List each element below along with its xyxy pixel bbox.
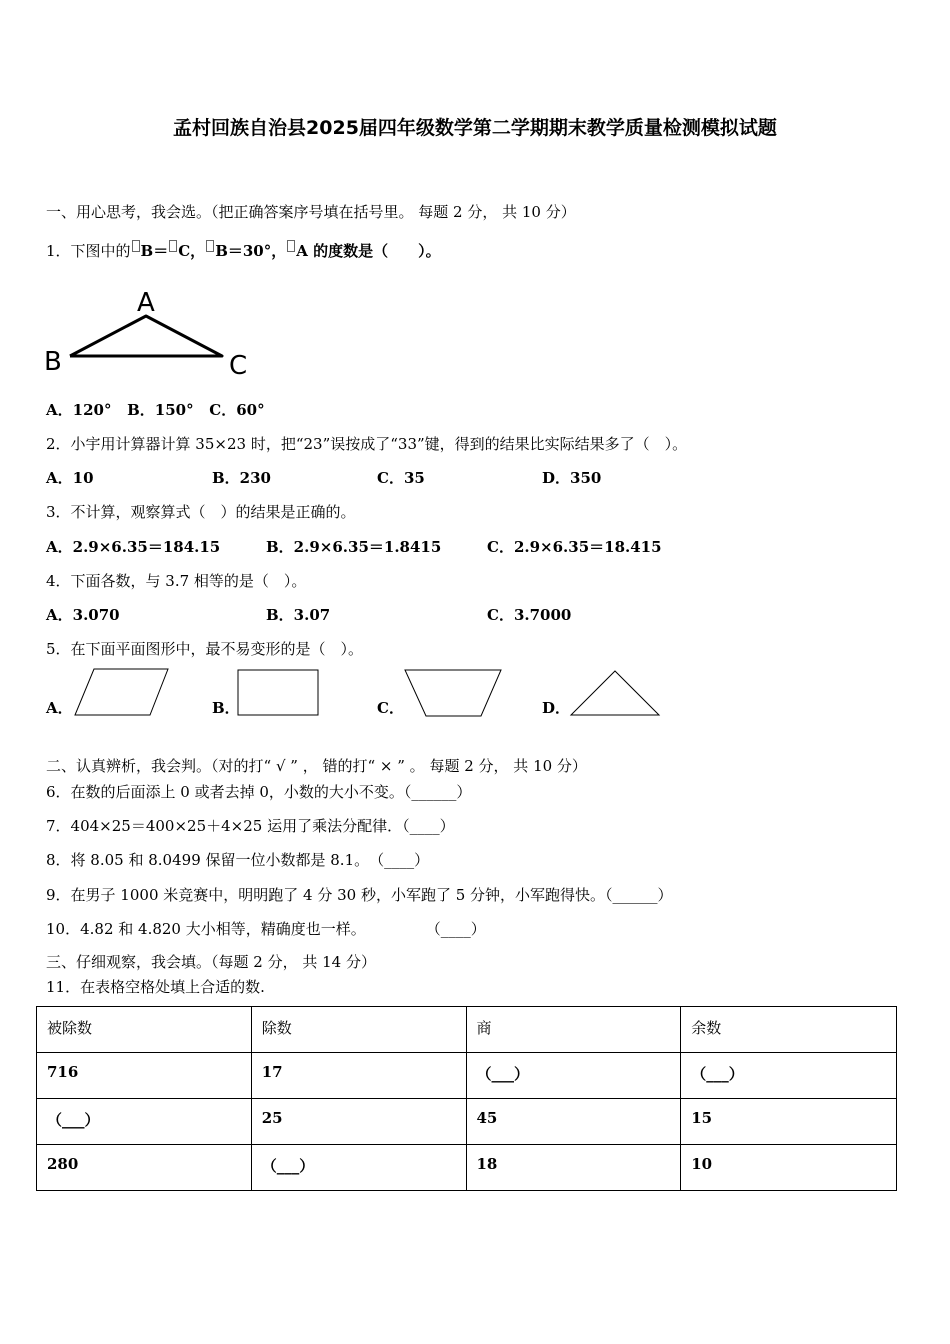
table-cell: 45 [466, 1099, 681, 1145]
q2-option-c[interactable]: C．35 [377, 469, 425, 487]
q1-part-1: B＝ [140, 242, 169, 260]
table-cell: 716 [37, 1053, 252, 1099]
vertex-label-a: A [137, 288, 155, 318]
table-header-row [37, 1007, 897, 1053]
judge-question-9: 9．在男子 1000 米竞赛中，明明跑了 4 分 30 秒，小军跑了 5 分钟，小军跑得快。（______） [46, 886, 673, 904]
angle-symbol-icon [287, 240, 295, 252]
question-4: 4．下面各数，与 3.7 相等的是（ ）。 [46, 572, 307, 590]
table-row [37, 1099, 897, 1145]
page-title: 孟村回族自治县2025届四年级数学第二学期期末教学质量检测模拟试题 [173, 117, 777, 139]
q1-part-2: C， [178, 242, 206, 260]
triangle-icon [570, 670, 662, 718]
triangle-abc-figure [40, 282, 260, 382]
answer-blank[interactable]: （___） [37, 1099, 252, 1145]
table-cell: 280 [37, 1145, 252, 1191]
q4-option-b[interactable]: B．3.07 [266, 606, 331, 624]
q5-option-c[interactable]: C． [377, 699, 404, 717]
q5-option-a[interactable]: A． [46, 699, 73, 717]
q3-option-c[interactable]: C．2.9×6.35＝18.415 [487, 538, 662, 556]
q1-option-a[interactable]: A．120° [46, 401, 112, 419]
judge-question-10: 10．4.82 和 4.820 大小相等，精确度也一样。 （____） [46, 920, 486, 938]
header-quotient: 商 [466, 1007, 681, 1053]
answer-blank[interactable]: （___） [251, 1145, 466, 1191]
judge-question-7: 7．404×25＝400×25＋4×25 运用了乘法分配律．（____） [46, 817, 455, 835]
header-dividend: 被除数 [37, 1007, 252, 1053]
q1-part-3: B＝30°， [215, 242, 287, 260]
rectangle-icon [237, 669, 321, 717]
q1-prefix: 1．下图中的 [46, 242, 131, 260]
q5-option-d[interactable]: D． [542, 699, 571, 717]
division-table [36, 1006, 897, 1191]
table-cell: 10 [681, 1145, 897, 1191]
q4-option-c[interactable]: C．3.7000 [487, 606, 572, 624]
section-3-heading: 三、仔细观察，我会填。（每题 2 分， 共 14 分） [46, 953, 376, 971]
judge-question-8: 8．将 8.05 和 8.0499 保留一位小数都是 8.1。 （____） [46, 851, 430, 869]
q1-part-4: A 的度数是（ ）。 [296, 242, 441, 260]
table-cell: 17 [251, 1053, 466, 1099]
q5-option-b[interactable]: B． [212, 699, 240, 717]
question-1 [46, 240, 441, 261]
q2-option-b[interactable]: B．230 [212, 469, 271, 487]
q2-option-a[interactable]: A．10 [46, 469, 94, 487]
table-row [37, 1145, 897, 1191]
q1-option-b[interactable]: B．150° [127, 401, 194, 419]
header-remainder: 余数 [681, 1007, 897, 1053]
question-2: 2．小宇用计算器计算 35×23 时，把“23”误按成了“33”键，得到的结果比实际结果多了（ ）。 [46, 435, 688, 453]
judge-question-6: 6．在数的后面添上 0 或者去掉 0，小数的大小不变。（______） [46, 783, 472, 801]
q1-option-c[interactable]: C．60° [209, 401, 265, 419]
angle-symbol-icon [169, 240, 177, 252]
question-3: 3．不计算，观察算式（ ）的结果是正确的。 [46, 503, 356, 521]
trapezoid-icon [404, 669, 504, 719]
triangle-shape [70, 316, 222, 356]
table-row [37, 1053, 897, 1099]
q2-option-d[interactable]: D．350 [542, 469, 602, 487]
table-cell: 15 [681, 1099, 897, 1145]
question-11: 11．在表格空格处填上合适的数. [46, 978, 265, 996]
question-5: 5．在下面平面图形中，最不易变形的是（ ）。 [46, 640, 364, 658]
answer-blank[interactable]: （___） [681, 1053, 897, 1099]
vertex-label-c: C [229, 351, 248, 381]
angle-symbol-icon [132, 240, 140, 252]
parallelogram-icon [74, 668, 170, 718]
q3-option-b[interactable]: B．2.9×6.35＝1.8415 [266, 538, 442, 556]
section-2-heading: 二、认真辨析，我会判。（对的打“ √ ” ， 错的打“ × ” 。 每题 2 分， 共 10 分） [46, 757, 587, 775]
q3-option-a[interactable]: A．2.9×6.35＝184.15 [46, 538, 221, 556]
q1-options [46, 399, 265, 420]
vertex-label-b: B [44, 347, 62, 377]
angle-symbol-icon [206, 240, 214, 252]
table-cell: 18 [466, 1145, 681, 1191]
answer-blank[interactable]: （___） [466, 1053, 681, 1099]
table-cell: 25 [251, 1099, 466, 1145]
q4-option-a[interactable]: A．3.070 [46, 606, 120, 624]
section-1-heading: 一、用心思考，我会选。（把正确答案序号填在括号里。 每题 2 分， 共 10 分） [46, 203, 576, 221]
header-divisor: 除数 [251, 1007, 466, 1053]
